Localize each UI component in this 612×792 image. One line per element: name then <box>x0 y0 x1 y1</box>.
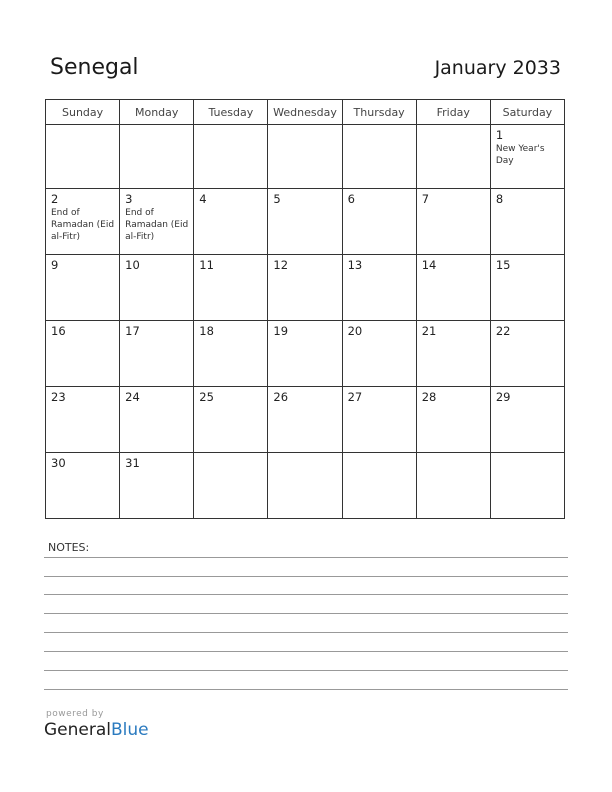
day-number: 26 <box>273 390 289 404</box>
weekday-header: Friday <box>416 100 490 125</box>
notes-line <box>44 557 568 558</box>
day-cell <box>46 453 120 519</box>
logo-blue-text: Blue <box>111 720 149 740</box>
day-number: 22 <box>495 324 511 338</box>
day-cell <box>342 189 416 255</box>
notes-line <box>44 576 568 577</box>
holiday-label: End of Ramadan (Eid al-Fitr) <box>125 208 189 242</box>
day-cell <box>120 255 194 321</box>
day-number: 17 <box>125 324 140 338</box>
day-number: 14 <box>421 258 437 272</box>
weekday-header: Thursday <box>342 100 416 125</box>
notes-line <box>44 670 568 671</box>
month-year-title: January 2033 <box>434 57 561 79</box>
day-number: 23 <box>51 390 66 404</box>
weekday-header: Wednesday <box>268 100 342 125</box>
day-cell <box>416 255 490 321</box>
day-number: 27 <box>347 390 363 404</box>
calendar-grid <box>45 99 565 519</box>
day-number: 3 <box>125 192 133 206</box>
week-row <box>46 255 565 321</box>
day-number: 15 <box>495 258 511 272</box>
day-cell <box>46 387 120 453</box>
day-cell <box>120 321 194 387</box>
day-number: 9 <box>51 258 59 272</box>
day-number: 20 <box>347 324 363 338</box>
notes-line <box>44 613 568 614</box>
week-row <box>46 387 565 453</box>
day-cell <box>194 189 268 255</box>
day-cell <box>416 387 490 453</box>
weekday-header: Sunday <box>46 100 120 125</box>
day-cell <box>342 321 416 387</box>
notes-line <box>44 594 568 595</box>
day-number: 7 <box>421 192 430 206</box>
week-row <box>46 453 565 519</box>
day-number: 6 <box>347 192 355 206</box>
day-cell <box>416 321 490 387</box>
day-cell <box>120 125 194 189</box>
country-title: Senegal <box>50 55 139 80</box>
day-cell <box>46 321 120 387</box>
week-row <box>46 125 565 189</box>
day-number: 24 <box>125 390 140 404</box>
day-cell <box>490 255 564 321</box>
day-number: 4 <box>199 192 207 206</box>
day-cell <box>268 387 342 453</box>
day-cell <box>46 125 120 189</box>
day-number: 2 <box>51 192 59 206</box>
day-number: 19 <box>273 324 289 338</box>
day-cell <box>120 453 194 519</box>
day-number: 25 <box>199 390 214 404</box>
day-cell <box>120 387 194 453</box>
week-row <box>46 321 565 387</box>
weekday-header: Monday <box>120 100 194 125</box>
day-cell <box>268 453 342 519</box>
day-cell <box>416 125 490 189</box>
holiday-label: End of Ramadan (Eid al-Fitr) <box>51 208 115 242</box>
logo-general-text: General <box>44 720 111 740</box>
generalblue-logo <box>44 720 149 740</box>
day-cell <box>490 189 564 255</box>
day-cell <box>342 453 416 519</box>
day-cell <box>268 321 342 387</box>
day-cell <box>194 321 268 387</box>
day-number: 18 <box>199 324 214 338</box>
day-cell <box>194 453 268 519</box>
notes-line <box>44 632 568 633</box>
day-cell <box>194 125 268 189</box>
day-cell <box>490 321 564 387</box>
notes-line <box>44 651 568 652</box>
week-row <box>46 189 565 255</box>
day-number: 21 <box>421 324 437 338</box>
day-cell <box>268 189 342 255</box>
day-number: 13 <box>347 258 363 272</box>
day-number: 16 <box>51 324 66 338</box>
notes-line <box>44 689 568 690</box>
day-number: 5 <box>273 192 281 206</box>
holiday-label: New Year's Day <box>495 144 545 166</box>
day-cell <box>416 189 490 255</box>
day-number: 29 <box>495 390 511 404</box>
day-cell <box>342 125 416 189</box>
day-number: 31 <box>125 456 140 470</box>
weekday-header: Saturday <box>490 100 564 125</box>
weekday-header: Tuesday <box>194 100 268 125</box>
day-cell <box>194 255 268 321</box>
day-cell <box>490 453 564 519</box>
day-cell <box>268 255 342 321</box>
day-number: 11 <box>199 258 214 272</box>
day-cell <box>46 189 120 255</box>
notes-label: NOTES: <box>48 541 90 554</box>
day-cell <box>416 453 490 519</box>
day-number: 30 <box>51 456 66 470</box>
weekday-header-row <box>46 100 565 125</box>
day-cell <box>490 387 564 453</box>
day-cell <box>342 387 416 453</box>
day-cell <box>342 255 416 321</box>
day-cell <box>46 255 120 321</box>
day-number: 10 <box>125 258 140 272</box>
day-cell <box>268 125 342 189</box>
powered-by-text: powered by <box>46 709 104 719</box>
day-cell <box>194 387 268 453</box>
day-cell <box>490 125 564 189</box>
day-number: 12 <box>273 258 289 272</box>
day-cell <box>120 189 194 255</box>
day-number: 28 <box>421 390 437 404</box>
day-number: 1 <box>495 128 504 142</box>
day-number: 8 <box>495 192 504 206</box>
